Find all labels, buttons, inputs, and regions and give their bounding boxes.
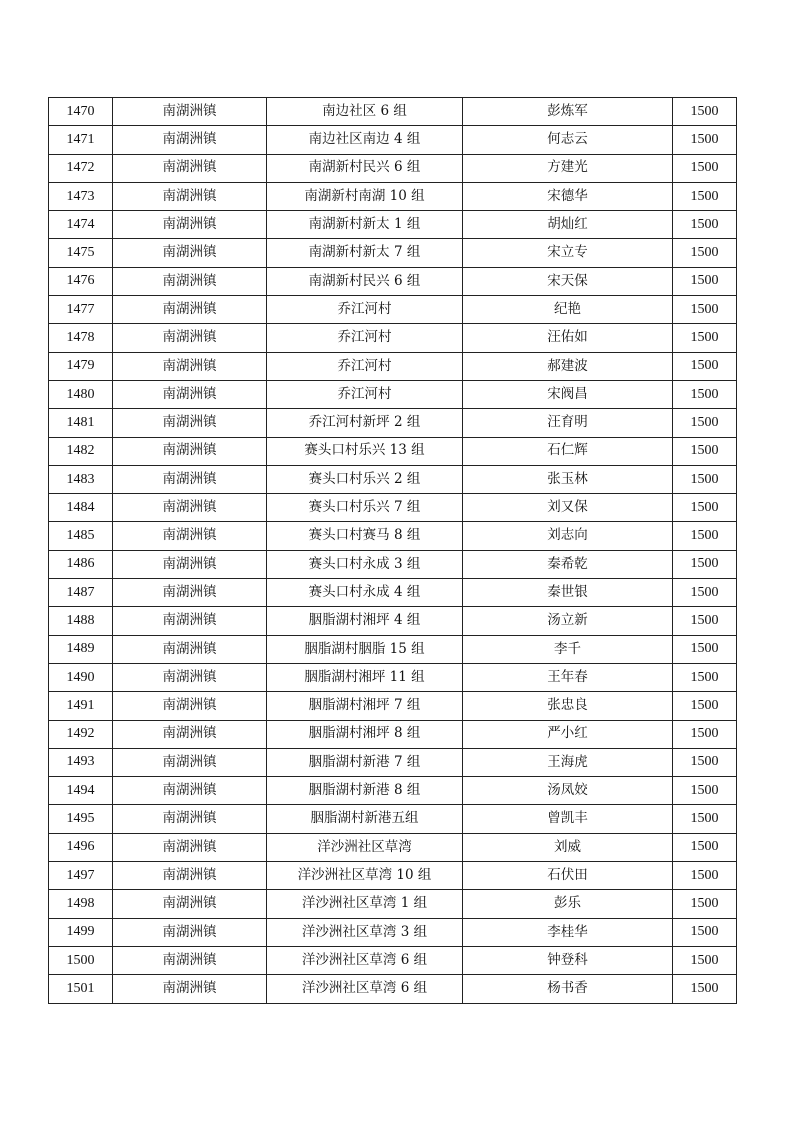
serial-number-cell: 1496 <box>49 833 113 861</box>
table-row <box>49 465 737 493</box>
town-cell: 南湖洲镇 <box>113 182 267 210</box>
amount-cell: 1500 <box>673 239 737 267</box>
amount-cell: 1500 <box>673 352 737 380</box>
serial-number-cell: 1477 <box>49 296 113 324</box>
amount-cell: 1500 <box>673 324 737 352</box>
serial-number-cell: 1472 <box>49 154 113 182</box>
table-row <box>49 607 737 635</box>
town-cell: 南湖洲镇 <box>113 465 267 493</box>
table-row <box>49 692 737 720</box>
table-row <box>49 409 737 437</box>
table-row <box>49 126 737 154</box>
serial-number-cell: 1473 <box>49 182 113 210</box>
serial-number-cell: 1492 <box>49 720 113 748</box>
town-cell: 南湖洲镇 <box>113 494 267 522</box>
amount-cell: 1500 <box>673 579 737 607</box>
table-row <box>49 211 737 239</box>
person-name-cell: 杨书香 <box>463 975 673 1003</box>
table-row <box>49 522 737 550</box>
serial-number-cell: 1483 <box>49 465 113 493</box>
address-cell: 南湖新村民兴 6 组 <box>267 267 463 295</box>
table-row <box>49 437 737 465</box>
serial-number-cell: 1491 <box>49 692 113 720</box>
roster-table-body <box>49 98 737 1004</box>
amount-cell: 1500 <box>673 126 737 154</box>
town-cell: 南湖洲镇 <box>113 579 267 607</box>
town-cell: 南湖洲镇 <box>113 748 267 776</box>
serial-number-cell: 1481 <box>49 409 113 437</box>
amount-cell: 1500 <box>673 805 737 833</box>
amount-cell: 1500 <box>673 777 737 805</box>
town-cell: 南湖洲镇 <box>113 975 267 1003</box>
town-cell: 南湖洲镇 <box>113 296 267 324</box>
table-row <box>49 352 737 380</box>
address-cell: 南边社区南边 4 组 <box>267 126 463 154</box>
person-name-cell: 彭炼军 <box>463 98 673 126</box>
town-cell: 南湖洲镇 <box>113 126 267 154</box>
address-cell: 南湖新村民兴 6 组 <box>267 154 463 182</box>
serial-number-cell: 1476 <box>49 267 113 295</box>
table-row <box>49 663 737 691</box>
table-row <box>49 777 737 805</box>
address-cell: 南湖新村新太 1 组 <box>267 211 463 239</box>
address-cell: 胭脂湖村胭脂 15 组 <box>267 635 463 663</box>
person-name-cell: 纪艳 <box>463 296 673 324</box>
table-row <box>49 154 737 182</box>
person-name-cell: 石仁辉 <box>463 437 673 465</box>
address-cell: 赛头口村永成 4 组 <box>267 579 463 607</box>
address-cell: 洋沙洲社区草湾 <box>267 833 463 861</box>
serial-number-cell: 1484 <box>49 494 113 522</box>
person-name-cell: 曾凯丰 <box>463 805 673 833</box>
town-cell: 南湖洲镇 <box>113 380 267 408</box>
serial-number-cell: 1482 <box>49 437 113 465</box>
address-cell: 赛头口村乐兴 7 组 <box>267 494 463 522</box>
town-cell: 南湖洲镇 <box>113 211 267 239</box>
town-cell: 南湖洲镇 <box>113 324 267 352</box>
serial-number-cell: 1487 <box>49 579 113 607</box>
town-cell: 南湖洲镇 <box>113 239 267 267</box>
amount-cell: 1500 <box>673 918 737 946</box>
person-name-cell: 李千 <box>463 635 673 663</box>
address-cell: 胭脂湖村湘坪 8 组 <box>267 720 463 748</box>
serial-number-cell: 1499 <box>49 918 113 946</box>
table-row <box>49 239 737 267</box>
table-row <box>49 946 737 974</box>
town-cell: 南湖洲镇 <box>113 890 267 918</box>
person-name-cell: 方建光 <box>463 154 673 182</box>
amount-cell: 1500 <box>673 663 737 691</box>
address-cell: 南湖新村南湖 10 组 <box>267 182 463 210</box>
amount-cell: 1500 <box>673 890 737 918</box>
serial-number-cell: 1495 <box>49 805 113 833</box>
amount-cell: 1500 <box>673 550 737 578</box>
address-cell: 洋沙洲社区草湾 1 组 <box>267 890 463 918</box>
person-name-cell: 刘又保 <box>463 494 673 522</box>
town-cell: 南湖洲镇 <box>113 862 267 890</box>
serial-number-cell: 1486 <box>49 550 113 578</box>
address-cell: 洋沙洲社区草湾 6 组 <box>267 975 463 1003</box>
serial-number-cell: 1494 <box>49 777 113 805</box>
serial-number-cell: 1500 <box>49 946 113 974</box>
address-cell: 乔江河村 <box>267 352 463 380</box>
serial-number-cell: 1474 <box>49 211 113 239</box>
amount-cell: 1500 <box>673 494 737 522</box>
address-cell: 胭脂湖村湘坪 11 组 <box>267 663 463 691</box>
serial-number-cell: 1490 <box>49 663 113 691</box>
person-name-cell: 汪育明 <box>463 409 673 437</box>
amount-cell: 1500 <box>673 748 737 776</box>
serial-number-cell: 1489 <box>49 635 113 663</box>
town-cell: 南湖洲镇 <box>113 918 267 946</box>
table-row <box>49 862 737 890</box>
address-cell: 洋沙洲社区草湾 3 组 <box>267 918 463 946</box>
amount-cell: 1500 <box>673 862 737 890</box>
address-cell: 胭脂湖村新港 8 组 <box>267 777 463 805</box>
person-name-cell: 彭乐 <box>463 890 673 918</box>
address-cell: 南湖新村新太 7 组 <box>267 239 463 267</box>
table-row <box>49 550 737 578</box>
address-cell: 胭脂湖村新港 7 组 <box>267 748 463 776</box>
serial-number-cell: 1501 <box>49 975 113 1003</box>
person-name-cell: 张玉林 <box>463 465 673 493</box>
amount-cell: 1500 <box>673 409 737 437</box>
amount-cell: 1500 <box>673 267 737 295</box>
amount-cell: 1500 <box>673 607 737 635</box>
person-name-cell: 石伏田 <box>463 862 673 890</box>
address-cell: 胭脂湖村新港五组 <box>267 805 463 833</box>
table-row <box>49 579 737 607</box>
amount-cell: 1500 <box>673 833 737 861</box>
table-row <box>49 182 737 210</box>
address-cell: 洋沙洲社区草湾 10 组 <box>267 862 463 890</box>
table-row <box>49 805 737 833</box>
address-cell: 乔江河村 <box>267 324 463 352</box>
town-cell: 南湖洲镇 <box>113 352 267 380</box>
amount-cell: 1500 <box>673 465 737 493</box>
table-row <box>49 720 737 748</box>
table-row <box>49 494 737 522</box>
town-cell: 南湖洲镇 <box>113 437 267 465</box>
amount-cell: 1500 <box>673 211 737 239</box>
town-cell: 南湖洲镇 <box>113 98 267 126</box>
amount-cell: 1500 <box>673 635 737 663</box>
town-cell: 南湖洲镇 <box>113 692 267 720</box>
person-name-cell: 秦世银 <box>463 579 673 607</box>
person-name-cell: 宋天保 <box>463 267 673 295</box>
person-name-cell: 张忠良 <box>463 692 673 720</box>
serial-number-cell: 1471 <box>49 126 113 154</box>
town-cell: 南湖洲镇 <box>113 805 267 833</box>
person-name-cell: 刘志向 <box>463 522 673 550</box>
amount-cell: 1500 <box>673 296 737 324</box>
town-cell: 南湖洲镇 <box>113 777 267 805</box>
amount-cell: 1500 <box>673 522 737 550</box>
person-name-cell: 宋德华 <box>463 182 673 210</box>
address-cell: 赛头口村永成 3 组 <box>267 550 463 578</box>
address-cell: 赛头口村乐兴 2 组 <box>267 465 463 493</box>
town-cell: 南湖洲镇 <box>113 154 267 182</box>
town-cell: 南湖洲镇 <box>113 409 267 437</box>
serial-number-cell: 1480 <box>49 380 113 408</box>
person-name-cell: 刘威 <box>463 833 673 861</box>
address-cell: 胭脂湖村湘坪 7 组 <box>267 692 463 720</box>
person-name-cell: 宋阀昌 <box>463 380 673 408</box>
table-row <box>49 890 737 918</box>
amount-cell: 1500 <box>673 437 737 465</box>
amount-cell: 1500 <box>673 154 737 182</box>
table-row <box>49 918 737 946</box>
table-row <box>49 324 737 352</box>
table-row <box>49 748 737 776</box>
person-name-cell: 郝建波 <box>463 352 673 380</box>
roster-table <box>48 97 737 1004</box>
town-cell: 南湖洲镇 <box>113 635 267 663</box>
town-cell: 南湖洲镇 <box>113 267 267 295</box>
table-row <box>49 296 737 324</box>
amount-cell: 1500 <box>673 975 737 1003</box>
serial-number-cell: 1470 <box>49 98 113 126</box>
serial-number-cell: 1493 <box>49 748 113 776</box>
town-cell: 南湖洲镇 <box>113 522 267 550</box>
address-cell: 洋沙洲社区草湾 6 组 <box>267 946 463 974</box>
person-name-cell: 何志云 <box>463 126 673 154</box>
serial-number-cell: 1479 <box>49 352 113 380</box>
amount-cell: 1500 <box>673 182 737 210</box>
person-name-cell: 汤立新 <box>463 607 673 635</box>
address-cell: 赛头口村赛马 8 组 <box>267 522 463 550</box>
table-row <box>49 267 737 295</box>
town-cell: 南湖洲镇 <box>113 663 267 691</box>
serial-number-cell: 1478 <box>49 324 113 352</box>
serial-number-cell: 1485 <box>49 522 113 550</box>
person-name-cell: 汤凤姣 <box>463 777 673 805</box>
person-name-cell: 宋立专 <box>463 239 673 267</box>
address-cell: 赛头口村乐兴 13 组 <box>267 437 463 465</box>
person-name-cell: 李桂华 <box>463 918 673 946</box>
address-cell: 胭脂湖村湘坪 4 组 <box>267 607 463 635</box>
person-name-cell: 严小红 <box>463 720 673 748</box>
table-row <box>49 975 737 1003</box>
table-row <box>49 635 737 663</box>
serial-number-cell: 1498 <box>49 890 113 918</box>
town-cell: 南湖洲镇 <box>113 607 267 635</box>
table-row <box>49 380 737 408</box>
serial-number-cell: 1497 <box>49 862 113 890</box>
person-name-cell: 汪佑如 <box>463 324 673 352</box>
person-name-cell: 胡灿红 <box>463 211 673 239</box>
person-name-cell: 王年春 <box>463 663 673 691</box>
address-cell: 乔江河村 <box>267 380 463 408</box>
town-cell: 南湖洲镇 <box>113 550 267 578</box>
serial-number-cell: 1488 <box>49 607 113 635</box>
serial-number-cell: 1475 <box>49 239 113 267</box>
amount-cell: 1500 <box>673 720 737 748</box>
address-cell: 乔江河村新坪 2 组 <box>267 409 463 437</box>
amount-cell: 1500 <box>673 380 737 408</box>
table-row <box>49 833 737 861</box>
town-cell: 南湖洲镇 <box>113 833 267 861</box>
town-cell: 南湖洲镇 <box>113 946 267 974</box>
table-row <box>49 98 737 126</box>
amount-cell: 1500 <box>673 98 737 126</box>
person-name-cell: 秦希乾 <box>463 550 673 578</box>
address-cell: 乔江河村 <box>267 296 463 324</box>
person-name-cell: 钟登科 <box>463 946 673 974</box>
amount-cell: 1500 <box>673 692 737 720</box>
town-cell: 南湖洲镇 <box>113 720 267 748</box>
amount-cell: 1500 <box>673 946 737 974</box>
address-cell: 南边社区 6 组 <box>267 98 463 126</box>
person-name-cell: 王海虎 <box>463 748 673 776</box>
